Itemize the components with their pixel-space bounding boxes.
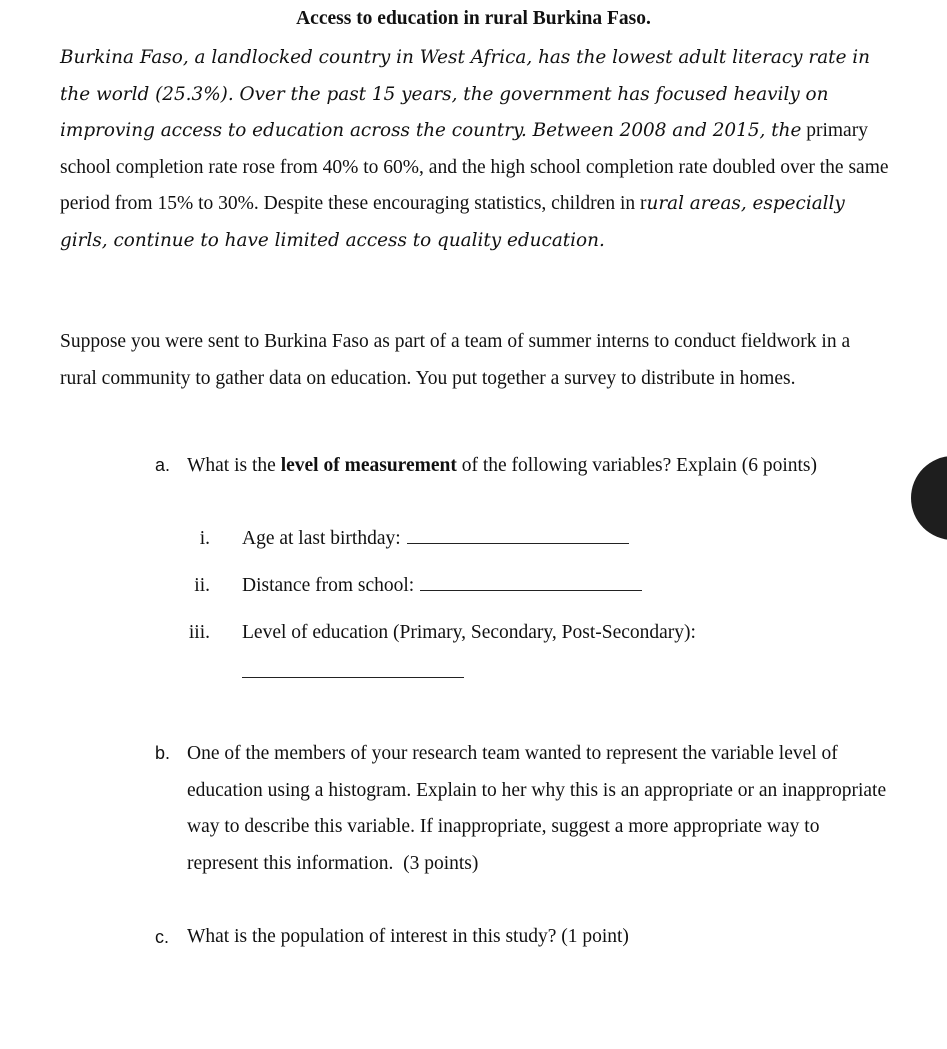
item-ii-numeral: ii. (194, 575, 210, 596)
edge-circle-overlay[interactable] (911, 456, 947, 540)
intro-paragraph (60, 40, 890, 259)
item-ii-text: Distance from school: (242, 575, 415, 596)
intro-italic-end: ural areas, especially girls, continue to have limited access to quality education. (60, 193, 845, 251)
item-i (242, 528, 629, 550)
answer-blank-iii[interactable] (242, 677, 464, 678)
question-a-text-bold: level of measurement (280, 455, 457, 476)
question-a-text-after: of the following variables? Explain (6 points) (456, 455, 817, 476)
item-ii (242, 575, 642, 597)
question-a-label: a. (155, 455, 171, 475)
question-c-label: c. (155, 927, 170, 947)
question-a-text (187, 448, 892, 485)
item-i-text: Age at last birthday: (242, 528, 401, 549)
question-b-text: One of the members of your research team wanted to represent the variable level of education using a histogram. Explain to her why this is an appropriate or an inappropriate way to describe this variable. If inappropriate, suggest a more appropriate way to represent this information. (3 points) (187, 743, 887, 874)
item-i-numeral: i. (199, 528, 210, 549)
answer-blank-i[interactable] (407, 529, 629, 544)
question-c-text: What is the population of interest in this study? (1 point) (187, 926, 629, 947)
scenario-paragraph: Suppose you were sent to Burkina Faso as part of a team of summer interns to conduct fieldwork in a rural community to gather data on education. You put together a survey to distribute in homes. (60, 331, 851, 389)
intro-italic-start: Burkina Faso, a landlocked country in West Africa, has the lowest adult literacy rate in the world (25.3%). Over the past 15 years, the government has focused heavily on improving access to education across the country. Between 2008 and 2015, the (60, 47, 871, 141)
question-b-label: b. (155, 743, 171, 763)
item-iii-text: Level of education (Primary, Secondary, Post-Secondary): (242, 622, 696, 643)
question-a-text-before: What is the (187, 455, 281, 476)
intro-regular-middle: primary school completion rate rose from 40% to 60%, and the high school completion rate doubled over the same period from 15% to 30%. Despite these encouraging statistics, children in r (60, 120, 889, 214)
answer-blank-ii[interactable] (420, 576, 642, 591)
item-iii-numeral: iii. (188, 622, 210, 643)
page-title: Access to education in rural Burkina Faso. (296, 8, 651, 29)
